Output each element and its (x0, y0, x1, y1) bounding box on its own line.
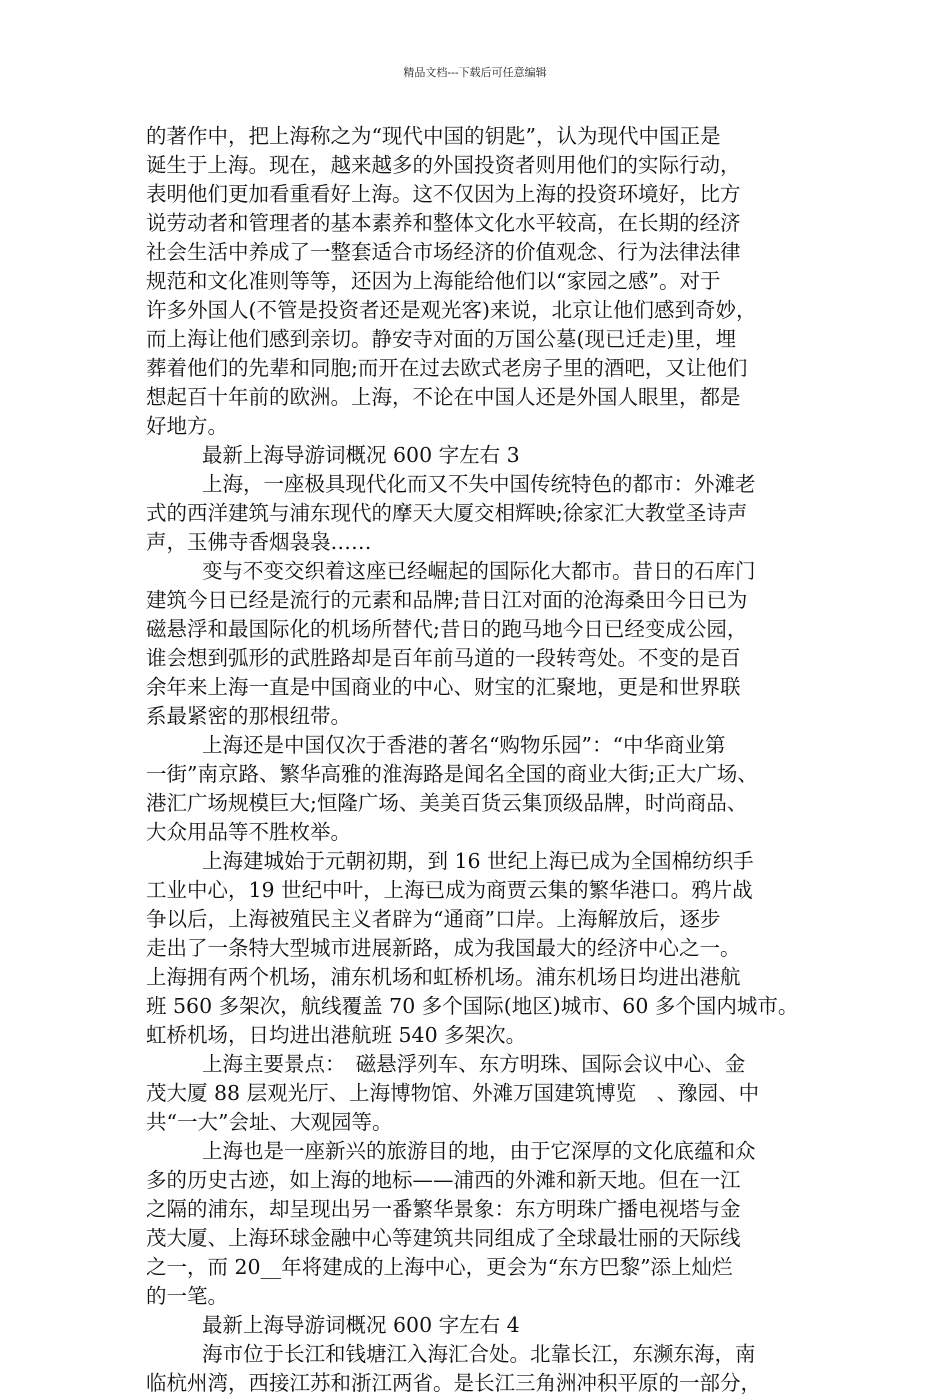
text-line: 多的历史古迹，如上海的地标——浦西的外滩和新天地。但在一江 (146, 1168, 741, 1192)
text-line: 上海也是一座新兴的旅游目的地，由于它深厚的文化底蕴和众 (202, 1139, 756, 1163)
text-line: 社会生活中养成了一整套适合市场经济的价值观念、行为法律法律 (146, 240, 741, 264)
text-line: 表明他们更加看重看好上海。这不仅因为上海的投资环境好，比方 (146, 182, 741, 206)
text-line: 最新上海导游词概况 600 字左右 4 (202, 1313, 520, 1337)
text-line: 上海拥有两个机场，浦东机场和虹桥机场。浦东机场日均进出港航 (146, 965, 741, 989)
text-line: 余年来上海一直是中国商业的中心、财宝的汇聚地，更是和世界联 (146, 675, 741, 699)
text-line: 最新上海导游词概况 600 字左右 3 (202, 443, 520, 467)
text-line: 上海，一座极具现代化而又不失中国传统特色的都市：外滩老 (202, 472, 756, 496)
document-body (146, 122, 816, 1398)
text-line: 变与不变交织着这座已经崛起的国际化大都市。昔日的石库门 (202, 559, 756, 583)
text-line: 茂大厦、上海环球金融中心等建筑共同组成了全球最壮丽的天际线 (146, 1226, 741, 1250)
text-line: 共“一大”会址、大观园等。 (146, 1110, 393, 1134)
text-line: 磁悬浮和最国际化的机场所替代;昔日的跑马地今日已经变成公园， (146, 617, 748, 641)
text-line: 工业中心，19 世纪中叶，上海已成为商贾云集的繁华港口。鸦片战 (146, 878, 753, 902)
text-line: 大众用品等不胜枚举。 (146, 820, 351, 844)
text-line: 上海还是中国仅次于香港的著名“购物乐园”：“中华商业第 (202, 733, 726, 757)
text-line: 的一笔。 (146, 1284, 228, 1308)
text-line: 之隔的浦东，却呈现出另一番繁华景象：东方明珠广播电视塔与金 (146, 1197, 741, 1221)
text-line: 建筑今日已经是流行的元素和品牌;昔日江对面的沧海桑田今日已为 (146, 588, 748, 612)
text-line: 茂大厦 88 层观光厅、上海博物馆、外滩万国建筑博览 、豫园、中 (146, 1081, 760, 1105)
text-line: 规范和文化准则等等，还因为上海能给他们以“家园之感”。对于 (146, 269, 721, 293)
text-line: 港汇广场规模巨大;恒隆广场、美美百货云集顶级品牌，时尚商品、 (146, 791, 748, 815)
text-line: 海市位于长江和钱塘江入海汇合处。北靠长江，东濒东海，南 (202, 1342, 756, 1366)
text-line: 系最紧密的那根纽带。 (146, 704, 351, 728)
text-line: 的著作中，把上海称之为“现代中国的钥匙”，认为现代中国正是 (146, 124, 721, 148)
text-line: 争以后，上海被殖民主义者辟为“通商”口岸。上海解放后，逐步 (146, 907, 721, 931)
text-line: 临杭州湾，西接江苏和浙江两省。是长江三角洲冲积平原的一部分， (146, 1371, 761, 1395)
text-line: 诞生于上海。现在，越来越多的外国投资者则用他们的实际行动， (146, 153, 741, 177)
text-line: 之一，而 20__年将建成的上海中心，更会为“东方巴黎”添上灿烂 (146, 1255, 733, 1279)
text-line: 许多外国人(不管是投资者还是观光客)来说，北京让他们感到奇妙， (146, 298, 757, 322)
text-line: 走出了一条特大型城市进展新路，成为我国最大的经济中心之一。 (146, 936, 741, 960)
text-line: 说劳动者和管理者的基本素养和整体文化水平较高，在长期的经济 (146, 211, 741, 235)
page-header: 精品文档---下载后可任意编辑 (403, 66, 547, 79)
text-line: 一街”南京路、繁华高雅的淮海路是闻名全国的商业大街;正大广场、 (146, 762, 758, 786)
text-line: 虹桥机场，日均进出港航班 540 多架次。 (146, 1023, 527, 1047)
text-line: 葬着他们的先辈和同胞;而开在过去欧式老房子里的酒吧，又让他们 (146, 356, 748, 380)
text-line: 想起百十年前的欧洲。上海，不论在中国人还是外国人眼里，都是 (146, 385, 741, 409)
text-line: 谁会想到弧形的武胜路却是百年前马道的一段转弯处。不变的是百 (146, 646, 741, 670)
text-line: 而上海让他们感到亲切。静安寺对面的万国公墓(现已迁走)里，埋 (146, 327, 736, 351)
text-line: 班 560 多架次，航线覆盖 70 多个国际(地区)城市、60 多个国内城市。 (146, 994, 799, 1018)
text-line: 式的西洋建筑与浦东现代的摩天大厦交相辉映;徐家汇大教堂圣诗声 (146, 501, 748, 525)
text-line: 声，玉佛寺香烟袅袅…… (146, 530, 372, 554)
text-line: 上海主要景点： 磁悬浮列车、东方明珠、国际会议中心、金 (202, 1052, 746, 1076)
text-line: 上海建城始于元朝初期，到 16 世纪上海已成为全国棉纺织手 (202, 849, 754, 873)
text-line: 好地方。 (146, 414, 228, 438)
